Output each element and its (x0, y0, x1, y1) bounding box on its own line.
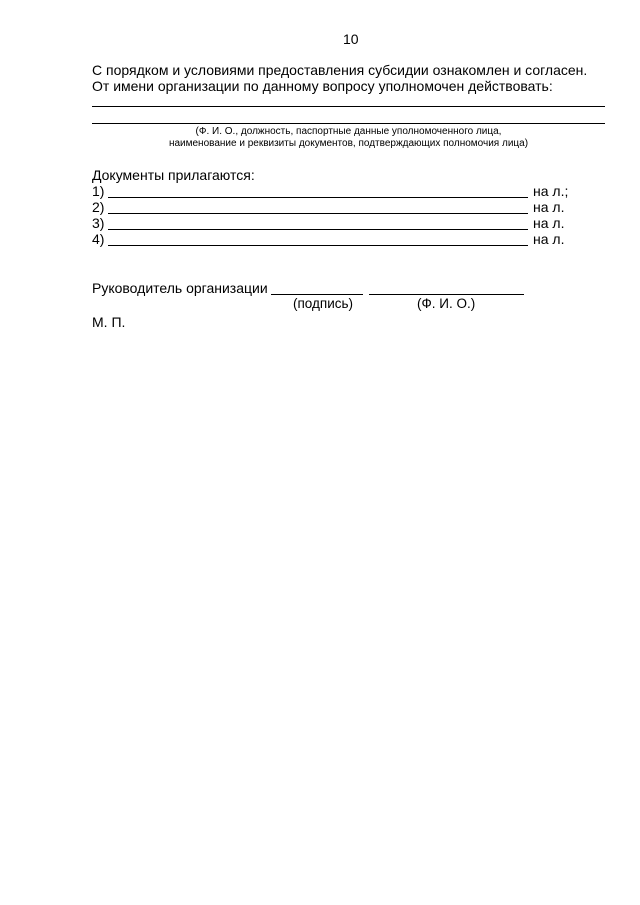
name-line (369, 294, 524, 295)
document-item-line (108, 197, 528, 198)
document-item-line (108, 229, 528, 230)
caption-line-1: (Ф. И. О., должность, паспортные данные уполномоченного лица, (195, 126, 502, 137)
head-of-organization-label: Руководитель организации (92, 280, 268, 296)
document-item-number: 1) (92, 183, 105, 199)
document-item-line (108, 245, 528, 246)
documents-heading: Документы прилагаются: (92, 167, 255, 183)
document-item-number: 2) (92, 199, 105, 215)
document-item-line (108, 213, 528, 214)
signature-line (271, 294, 363, 295)
page-number: 10 (343, 31, 359, 47)
authorized-line: От имени организации по данному вопросу уполномочен действовать: (92, 78, 553, 94)
consent-line: С порядком и условиями предоставления субсидии ознакомлен и согласен. (92, 62, 588, 78)
document-item-suffix: на л. (533, 231, 565, 247)
document-item-suffix: на л.; (533, 183, 569, 199)
signature-caption: (подпись) (293, 296, 354, 311)
document-item-number: 4) (92, 231, 105, 247)
caption-line-2: наименование и реквизиты документов, подтверждающих полномочия лица) (168, 138, 529, 149)
authorized-person-line-1 (92, 106, 605, 107)
stamp-label: М. П. (92, 314, 126, 330)
document-item-number: 3) (92, 215, 105, 231)
document-item-suffix: на л. (533, 199, 565, 215)
authorized-person-line-2 (92, 123, 605, 124)
name-caption: (Ф. И. О.) (417, 296, 476, 311)
document-item-suffix: на л. (533, 215, 565, 231)
